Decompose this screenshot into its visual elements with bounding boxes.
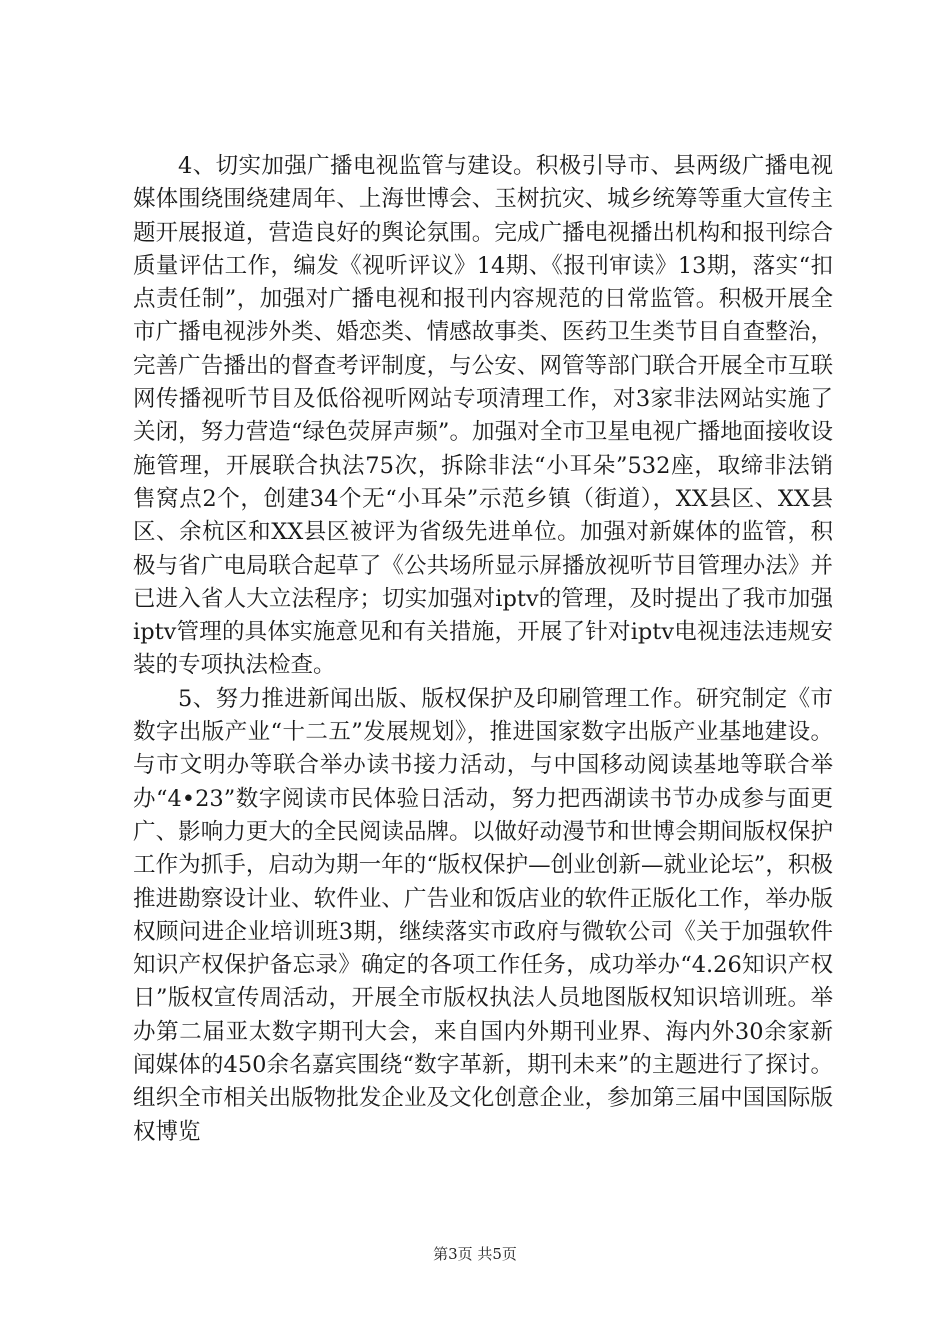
paragraph-item-4: 4、切实加强广播电视监管与建设。积极引导市、县两级广播电视媒体围绕围绕建周年、上海世博会、玉树抗灾、城乡统筹等重大宣传主题开展报道，营造良好的舆论氛围。完成广播电视播出机构和报刊综合质量评估工作，编发《视听评议》14期、《报刊审读》13期，落实“扣点责任制”，加强对广播电视和报刊内容规范的日常监管。积极开展全市广播电视涉外类、婚恋类、情感故事类、医药卫生类节目自查整治，完善广告播出的督查考评制度，与公安、网管等部门联合开展全市互联网传播视听节目及低俗视听网站专项清理工作，对3家非法网站实施了关闭，努力营造“绿色荧屏声频”。加强对全市卫星电视广播地面接收设施管理，开展联合执法75次，拆除非法“小耳朵”532座，取缔非法销售窝点2个，创建34个无“小耳朵”示范乡镇（街道），XX县区、XX县区、余杭区和XX县区被评为省级先进单位。加强对新媒体的监管，积极与省广电局联合起草了《公共场所显示屏播放视听节目管理办法》并已进入省人大立法程序；切实加强对iptv的管理，及时提出了我市加强iptv管理的具体实施意见和有关措施，开展了针对iptv电视违法违规安装的专项执法检查。 [133,153,833,679]
page-footer [0,1244,950,1264]
paragraph-item-5: 5、努力推进新闻出版、版权保护及印刷管理工作。研究制定《市数字出版产业“十二五”发展规划》，推进国家数字出版产业基地建设。与市文明办等联合举办读书接力活动，与中国移动阅读基地等联合举办“4•23”数字阅读市民体验日活动，努力把西湖读书节办成参与面更广、影响力更大的全民阅读品牌。以做好动漫节和世博会期间版权保护工作为抓手，启动为期一年的“版权保护—创业创新—就业论坛”，积极推进勘察设计业、软件业、广告业和饭店业的软件正版化工作，举办版权顾问进企业培训班3期，继续落实市政府与微软公司《关于加强软件知识产权保护备忘录》确定的各项工作任务，成功举办“4.26知识产权日”版权宣传周活动，开展全市版权执法人员地图版权知识培训班。举办第二届亚太数字期刊大会，来自国内外期刊业界、海内外30余家新闻媒体的450余名嘉宾围绕“数字革新，期刊未来”的主题进行了探讨。组织全市相关出版物批发企业及文化创意企业，参加第三届中国国际版权博览 [133,685,833,1145]
page-number: 第3页 共5页 [433,1245,517,1263]
document-body [133,150,833,1149]
